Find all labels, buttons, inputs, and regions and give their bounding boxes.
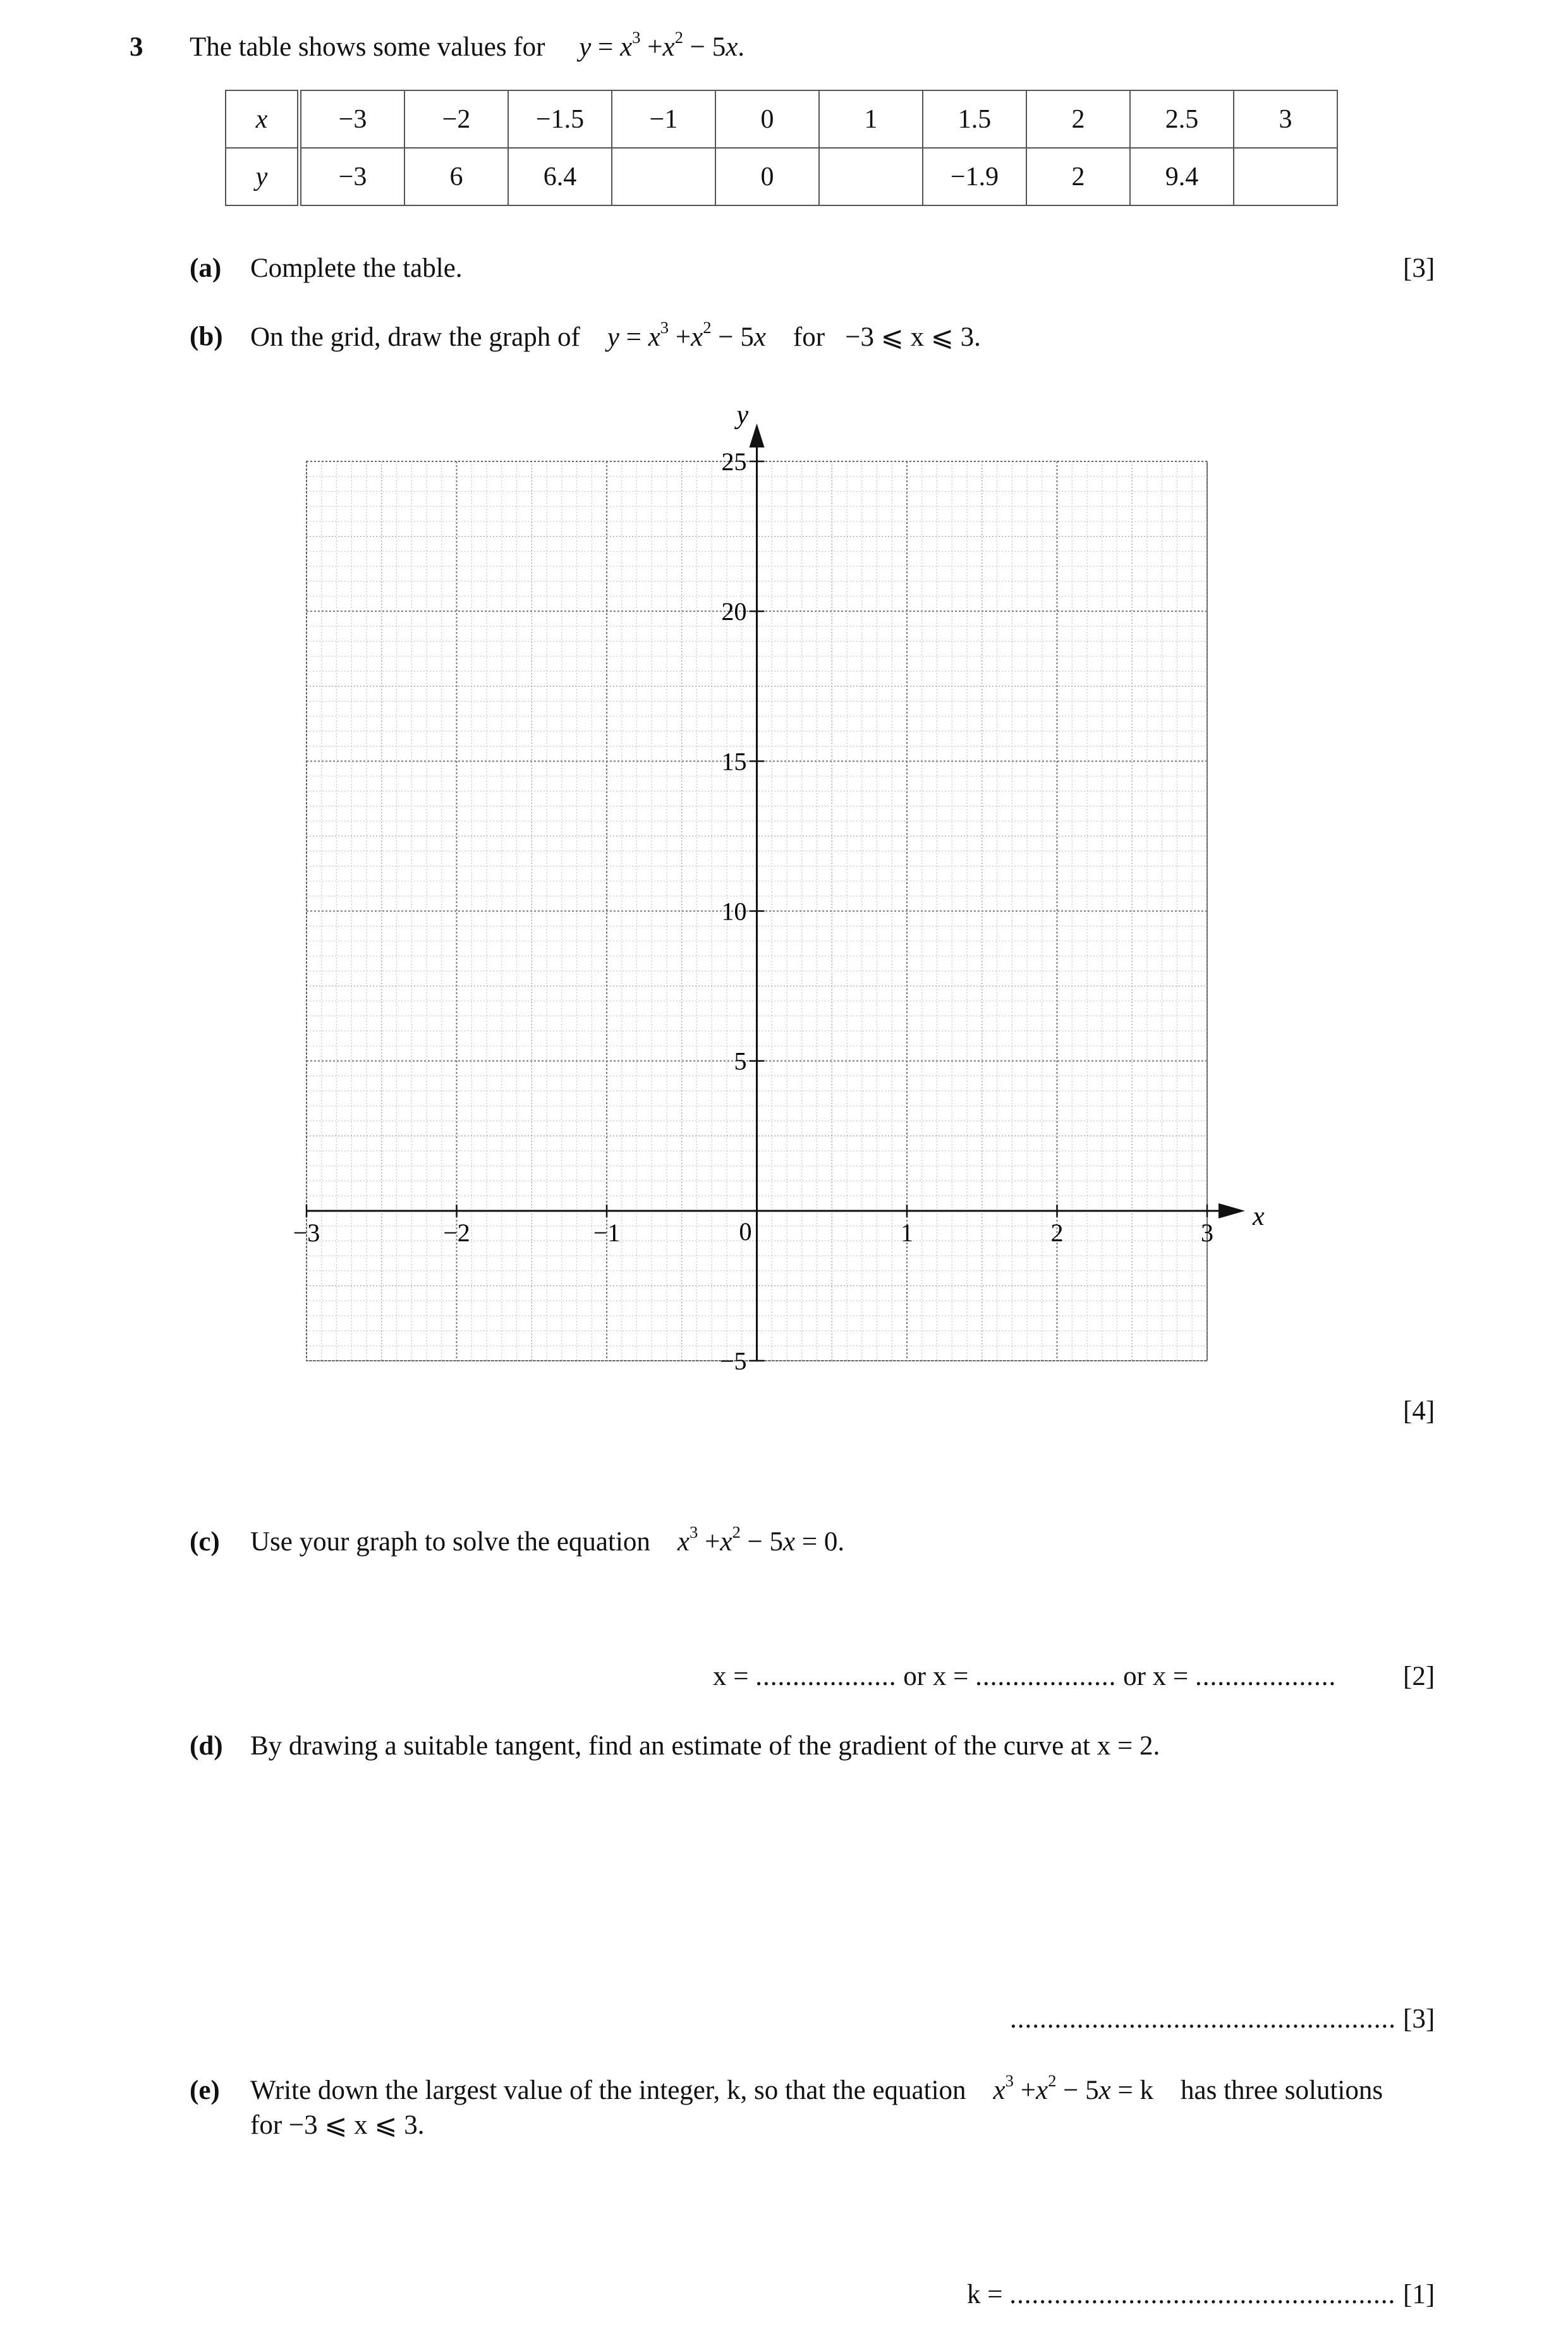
y-tick-label: 10 (721, 897, 747, 926)
y-tick-label: −5 (719, 1347, 747, 1375)
part-e-answer-line (967, 2279, 1395, 2310)
table-cell: 2 (1026, 90, 1130, 148)
table-cell: 2.5 (1130, 90, 1234, 148)
y-tick-label: 20 (721, 597, 747, 626)
x-axis-arrow (1219, 1203, 1245, 1219)
part-e-text: Write down the largest value of the integer, k, so that the equation (250, 2076, 966, 2105)
table-cell: 0 (715, 148, 819, 205)
part-b-marks: [4] (1403, 1396, 1435, 1426)
intro-text: The table shows some values for (190, 32, 545, 62)
table-cell: 1.5 (923, 90, 1026, 148)
part-e-equation: $x^3 +x^2 - 5x = k$ (993, 2071, 1154, 2105)
table-cell: 1 (819, 90, 923, 148)
part-d-at-value: x = 2. (1097, 1731, 1160, 1761)
table-cell: −1.9 (923, 148, 1026, 205)
or-text: or (903, 1662, 927, 1691)
table-cell: 6 (404, 148, 508, 205)
part-c-equation: $x^3 +x^2 - 5x = 0$. (677, 1523, 845, 1557)
table-cell: −2 (404, 90, 508, 148)
intro-equation: $y = x^3 +x^2 - 5x$. (579, 28, 745, 62)
answer-3-prefix: x = (1152, 1662, 1189, 1691)
y-tick-label: 5 (734, 1047, 747, 1076)
part-c-label: (c) (190, 1527, 220, 1557)
part-b-label: (b) (190, 322, 223, 351)
answer-2-prefix: x = (932, 1662, 969, 1691)
part-b-text: On the grid, draw the graph of (250, 322, 580, 352)
k-prefix: k = (967, 2280, 1003, 2309)
table-cell: −3 (300, 90, 405, 148)
x-tick-label: 3 (1201, 1218, 1213, 1247)
table-cell: 2 (1026, 148, 1130, 205)
y-tick-label: 25 (721, 447, 747, 476)
part-d-label: (d) (190, 1731, 223, 1761)
table-cell: −1.5 (508, 90, 612, 148)
table-cell: 3 (1234, 90, 1337, 148)
part-e-tail: has three solutions (1181, 2076, 1383, 2105)
y-tick-label: 15 (721, 747, 747, 776)
part-a-marks: [3] (1403, 253, 1435, 283)
part-b-range: −3 ⩽ x ⩽ 3. (845, 322, 981, 352)
table-y-label: y (226, 148, 300, 205)
question-number: 3 (130, 32, 143, 62)
part-a-text: Complete the table. (250, 253, 463, 283)
part-e-marks: [1] (1403, 2280, 1435, 2309)
part-a-label: (a) (190, 253, 222, 283)
origin-label: 0 (739, 1217, 752, 1246)
table-cell: 0 (715, 90, 819, 148)
part-d-text-line (250, 1730, 1160, 1761)
table-x-label: x (226, 90, 300, 148)
x-axis-label: x (1253, 1201, 1265, 1231)
part-e-text-line (250, 2071, 1383, 2106)
x-tick-label: 2 (1050, 1218, 1064, 1247)
part-b-for: for (793, 322, 825, 352)
x-tick-label: 1 (901, 1218, 913, 1247)
table-cell: −1 (612, 90, 715, 148)
part-d-marks: [3] (1403, 2004, 1435, 2034)
answer-3-field[interactable]: ................... (1194, 1662, 1337, 1691)
part-b-equation: $y = x^3 +x^2 - 5x$ (607, 318, 766, 352)
y-axis-label: y (736, 401, 749, 430)
answer-2-field[interactable]: ................... (975, 1662, 1117, 1691)
k-answer-field[interactable]: .................................................... (1009, 2280, 1396, 2309)
part-e-line2: for −3 ⩽ x ⩽ 3. (250, 2110, 425, 2140)
x-tick-label: −2 (443, 1218, 470, 1247)
y-axis-arrow (750, 423, 765, 447)
part-c-answer-line (713, 1661, 1336, 1692)
answer-1-field[interactable]: ................... (755, 1662, 897, 1691)
part-e-label: (e) (190, 2076, 220, 2105)
part-d-answer-field[interactable]: .................................................... (1010, 2004, 1396, 2034)
or-text: or (1123, 1662, 1146, 1691)
table-cell: −3 (300, 148, 405, 205)
part-d-text: By drawing a suitable tangent, find an estimate of the gradient of the curve at (250, 1731, 1090, 1761)
part-c-text-line (250, 1523, 845, 1557)
part-c-text: Use your graph to solve the equation (250, 1527, 650, 1557)
part-c-marks: [2] (1403, 1662, 1435, 1691)
answer-1-prefix: x = (713, 1662, 749, 1691)
table-cell: 9.4 (1130, 148, 1234, 205)
x-tick-label: −3 (293, 1218, 320, 1247)
table-cell: 6.4 (508, 148, 612, 205)
x-tick-label: −1 (593, 1218, 621, 1247)
